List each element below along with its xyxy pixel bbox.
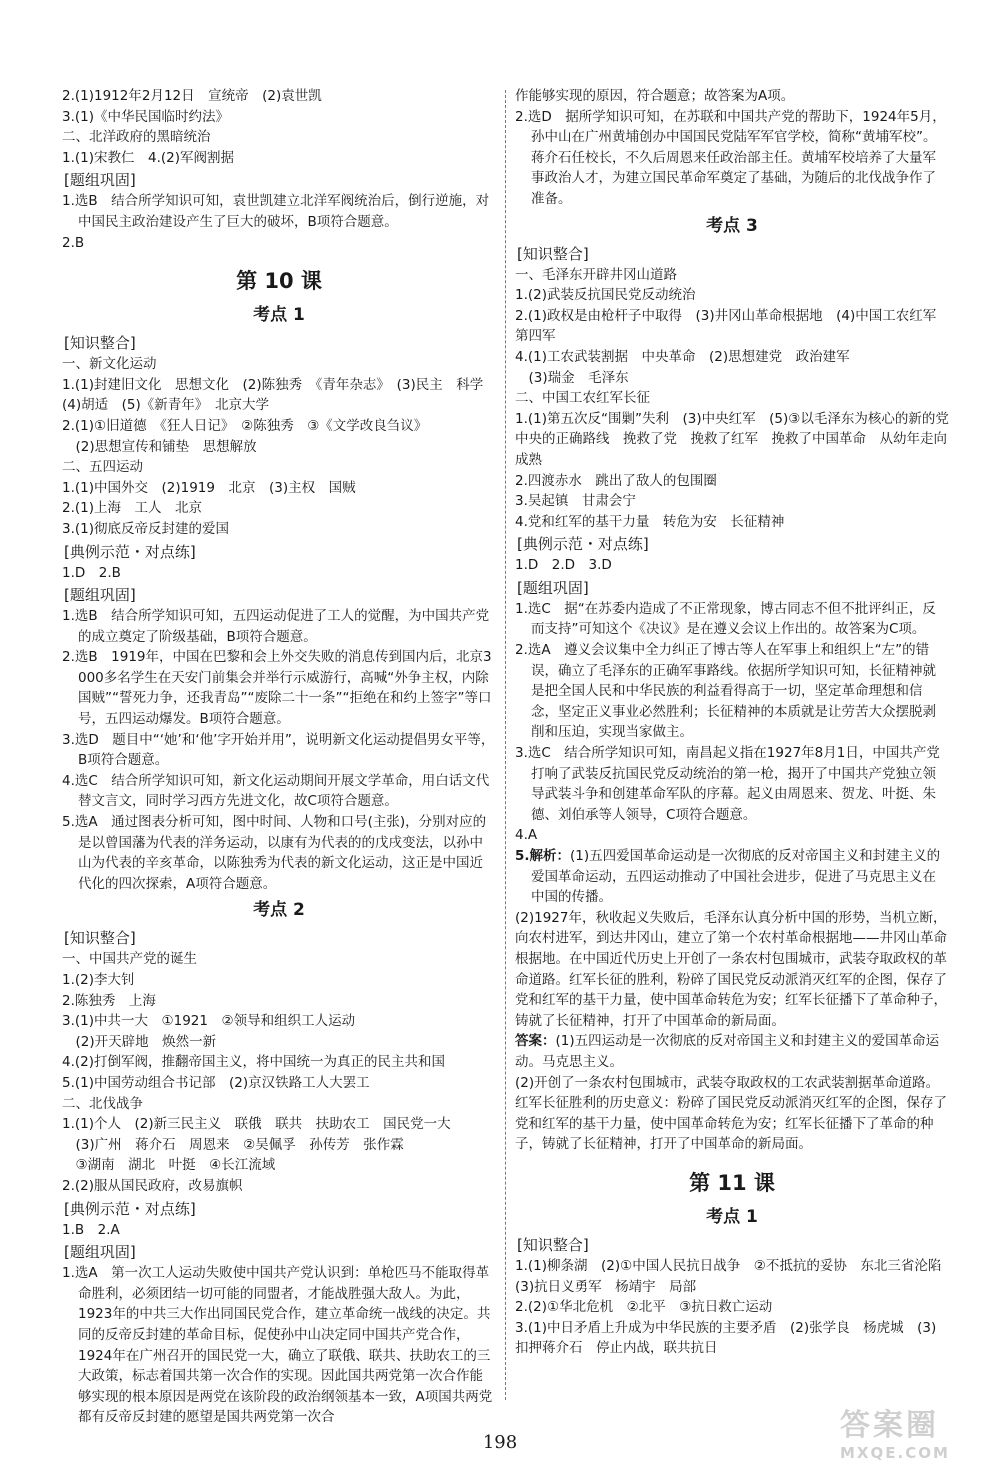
- answer-line: 2.(1)1912年2月12日 宣统帝 (2)袁世凯: [62, 88, 322, 104]
- knowledge-line: (2)思想宣传和铺垫 思想解放: [62, 438, 257, 455]
- lesson-title: 第 10 课: [236, 269, 322, 294]
- knowledge-list: [515, 1256, 955, 1359]
- knowledge-line: 2.(1)上海 工人 北京: [62, 500, 203, 517]
- knowledge-line: 1.(1)第五次反“围剿”失利 (3)中央红军 (5)③以毛泽东为核心的新的党中央的正确路线 挽救了党 挽救了红军 挽救了中国革命 从幼年走向成熟: [515, 410, 949, 468]
- knowledge-line: 2.(1)政权是由枪杆子中取得 (3)井冈山革命根据地 (4)中国工农红军第四军: [515, 307, 937, 345]
- knowledge-line: 4.党和红军的基干力量 转危为安 长征精神: [515, 513, 785, 530]
- knowledge-list: [515, 265, 949, 533]
- section-header: [ 典例示范・对点练 ]: [62, 542, 198, 562]
- answer-text: (1)五四运动是一次彻底的反对帝国主义和封建主义的爱国革命运动。马克思主义。: [515, 1033, 940, 1070]
- question-answer: 5.选A 通过图表分析可知，图中时间、人物和口号(主张)，分别对应的是以曾国藩为代表的洋务运动，以康有为代表的的戊戌变法，以孙中山为代表的辛亥革命，以陈独秀为代表的新文化运动，这正是中国近代化的四次探索，A项符合题意。: [62, 814, 487, 892]
- knowledge-line: 二、北伐战争: [62, 1095, 143, 1112]
- answer-line: 1.B 2.A: [62, 1221, 120, 1238]
- knowledge-line: ③湖南 湖北 叶挺 ④长江流域: [62, 1157, 276, 1174]
- answer-paragraph: [515, 1031, 949, 1072]
- knowledge-line: 2.(2)服从国民政府，改易旗帜: [62, 1177, 243, 1194]
- kaodian-title: 考点 1: [706, 1206, 758, 1227]
- knowledge-line: 2.四渡赤水 跳出了敌人的包围圈: [515, 472, 717, 489]
- knowledge-line: 2.(1)①旧道德 《狂人日记》 ②陈独秀 ③《文学改良刍议》: [62, 417, 428, 434]
- section-header: [ 知识整合 ]: [515, 1235, 591, 1255]
- knowledge-line: (2)开天辟地 焕然一新: [62, 1033, 217, 1050]
- question-answer: 1.选A 第一次工人运动失败使中国共产党认识到：单枪匹马不能取得革命胜利，必须团结一切可能的同盟者，才能战胜强大敌人。为此，1923年的中共三大作出同国民党合作，建立革命统一战线的决定。共同的反帝反封建的革命目标，促使孙中山决定同中国共产党合作，1924年在广州召开的国民党一大，确立了联俄、联共、扶助农工的三大政策，标志着国共第一次合作的实现。因此国共两党第一次合作能够实现的根本原因是两党在该阶段的政治纲领基本一致，A项国共两党都有反帝反封建的愿望是国共两党第一次合: [62, 1265, 493, 1426]
- knowledge-line: 1.(1)柳条湖 (2)①中国人民抗日战争 ②不抵抗的妥协 东北三省沦陷 (3)抗日义勇军 杨靖宇 局部: [515, 1257, 955, 1295]
- kaodian-title: 考点 1: [253, 305, 305, 326]
- knowledge-line: (3)瑞金 毛泽东: [515, 369, 629, 386]
- page-number: 198: [482, 1432, 518, 1453]
- knowledge-line: 1.(2)李大钊: [62, 972, 135, 988]
- answer-line: 二、北洋政府的黑暗统治: [62, 129, 211, 146]
- question-answer: 3.选D 题目中“‘她’和‘他’字开始并用”，说明新文化运动提倡男女平等，B项符合题意。: [62, 731, 495, 769]
- section-header: [ 知识整合 ]: [62, 928, 138, 948]
- analysis-paragraph-2: (2)1927年，秋收起义失败后，毛泽东认真分析中国的形势，当机立断，向农村进军，到达井冈山，建立了第一个农村革命根据地——井冈山革命根据地。在中国近代历史上开创了一条农村包围城市，武装夺取政权的革命道路。红军长征的胜利，粉碎了国民党反动派消灭红军的企图，保存了党和红军的基干力量，使中国革命转危为安；红军长征播下了革命种子，铸就了长征精神，打开了中国革命的新局面。: [515, 909, 947, 1029]
- question-answer: 2.选A 遵义会议集中全力纠正了博古等人在军事上和组织上“左”的错误，确立了毛泽东的正确军事路线。依据所学知识可知，长征精神就是把全国人民和中华民族的利益看得高于一切，坚定革命理想和信念，坚定正义事业必然胜利；长征精神的本质就是让劳苦大众摆脱剥削和压迫，实现当家做主。: [515, 642, 936, 741]
- question-answer: 2.选D 据所学知识可知，在苏联和中国共产党的帮助下，1924年5月，孙中山在广州黄埔创办中国国民党陆军军官学校，简称“黄埔军校”。蒋介石任校长，不久后周恩来任政治部主任。黄埔军校培养了大量军事政治人才，为建立国民革命军奠定了基础，为随后的北伐战争作了准备。: [515, 108, 946, 207]
- lesson-title: 第 11 课: [689, 1170, 775, 1195]
- knowledge-line: 2.陈独秀 上海: [62, 992, 156, 1009]
- example-answers: [62, 1220, 496, 1241]
- question-answer: 1.选B 结合所学知识可知，袁世凯建立北洋军阀统治后，倒行逆施，对中国民主政治建设产生了巨大的破坏，B项符合题意。: [62, 193, 490, 230]
- knowledge-line: 3.(1)中共一大 ①1921 ②领导和组织工人运动: [62, 1013, 356, 1030]
- knowledge-line: 3.(1)彻底反帝反封建的爱国: [62, 520, 230, 537]
- knowledge-line: 1.(1)个人 (2)新三民主义 联俄 联共 扶助农工 国民党一大: [62, 1116, 451, 1133]
- knowledge-line: 一、中国共产党的诞生: [62, 951, 197, 968]
- left-top-answers: [62, 86, 496, 168]
- knowledge-list: [62, 949, 496, 1196]
- knowledge-line: 1.(1)中国外交 (2)1919 北京 (3)主权 国贼: [62, 479, 356, 496]
- example-answers: [62, 563, 496, 584]
- question-group: [62, 191, 496, 253]
- question-answer: 作能够实现的原因，符合题意；故答案为A项。: [515, 88, 795, 104]
- example-answers: [515, 555, 949, 576]
- answer-line: 1.D 2.B: [62, 564, 121, 581]
- question-group: [515, 599, 949, 846]
- knowledge-line: (3)广州 蒋介石 周恩来 ②吴佩孚 孙传芳 张作霖: [62, 1136, 404, 1153]
- right-column: [515, 86, 955, 1359]
- section-header: [ 知识整合 ]: [515, 244, 591, 264]
- kaodian-title: 考点 3: [706, 215, 758, 236]
- section-header: [ 典例示范・对点练 ]: [62, 1199, 198, 1219]
- section-header: [ 典例示范・对点练 ]: [515, 534, 651, 554]
- knowledge-line: 3.(1)中日矛盾上升成为中华民族的主要矛盾 (2)张学良 杨虎城 (3)扣押蒋介石 停止内战，联共抗日: [515, 1319, 937, 1357]
- question-answer: 1.选B 结合所学知识可知，五四运动促进了工人的觉醒，为中国共产党的成立奠定了阶级基础，B项符合题意。: [62, 608, 490, 645]
- knowledge-line: 二、中国工农红军长征: [515, 390, 650, 407]
- question-answer: 1.选C 据“在苏委内造成了不正常现象，博古同志不但不批评纠正，反而支持”可知这个《决议》是在遵义会议上作出的。故答案为C项。: [515, 600, 936, 638]
- section-header: [ 题组巩固 ]: [62, 585, 138, 605]
- question-answer: 3.选C 结合所学知识可知，南昌起义指在1927年8月1日，中国共产党打响了武装反抗国民党反动统治的第一枪，揭开了中国共产党独立领导武装斗争和创建革命军队的序幕。起义由周恩来、贺龙、叶挺、朱德、刘伯承等人领导，C项符合题意。: [515, 745, 940, 823]
- analysis-label: 5.解析：: [515, 848, 571, 864]
- section-header: [ 题组巩固 ]: [62, 1242, 138, 1262]
- knowledge-line: 一、毛泽东开辟井冈山道路: [515, 266, 677, 283]
- answer-paragraph-2: (2)开创了一条农村包围城市，武装夺取政权的工农武装割据革命道路。红军长征胜利的历史意义：粉碎了国民党反动派消灭红军的企图，保存了党和红军的基干力量，使中国革命转危为安；红军长征播下了革命的种子，铸就了长征精神，打开了中国革命的新局面。: [515, 1074, 947, 1153]
- section-header: [ 题组巩固 ]: [62, 170, 138, 190]
- knowledge-line: 1.(1)封建旧文化 思想文化 (2)陈独秀 《青年杂志》 (3)民主 科学 (4)胡适 (5)《新青年》 北京大学: [62, 376, 497, 414]
- knowledge-line: 一、新文化运动: [62, 356, 157, 373]
- question-answer: 2.选B 1919年，中国在巴黎和会上外交失败的消息传到国内后，北京3 000多名学生在天安门前集会并举行示威游行，高喊“外争主权，内除国贼”“誓死力争，还我青岛”“废除二十一条”“拒绝在和约上签字”等口号，五四运动爆发。B项符合题意。: [62, 649, 492, 728]
- question-answer: 4.选C 结合所学知识可知，新文化运动期间开展文学革命，用白话文代替文言文，同时学习西方先进文化，故C项符合题意。: [62, 772, 490, 810]
- knowledge-line: 2.(2)①华北危机 ②北平 ③抗日救亡运动: [515, 1299, 773, 1316]
- knowledge-line: 5.(1)中国劳动组合书记部 (2)京汉铁路工人大罢工: [62, 1074, 370, 1091]
- question-group: [62, 606, 496, 894]
- knowledge-line: 1.(2)武装反抗国民党反动统治: [515, 287, 696, 304]
- knowledge-line: 4.(1)工农武装割据 中央革命 (2)思想建党 政治建军: [515, 348, 850, 365]
- watermark-url: MXQE.COM: [840, 1444, 950, 1462]
- knowledge-list: [62, 354, 496, 539]
- analysis-paragraph: [515, 846, 949, 908]
- kaodian-title: 考点 2: [253, 900, 305, 921]
- left-column: [62, 86, 496, 1428]
- right-top-answers: [515, 86, 949, 210]
- section-header: [ 题组巩固 ]: [515, 578, 591, 598]
- answer-label: 答案：: [515, 1033, 556, 1050]
- question-answer: 4.A: [515, 827, 538, 844]
- answer-line: 1.(1)宋教仁 4.(2)军阀割据: [62, 149, 235, 166]
- knowledge-line: 3.吴起镇 甘肃会宁: [515, 493, 636, 510]
- knowledge-line: 二、五四运动: [62, 459, 143, 476]
- watermark-logo: [840, 1409, 990, 1471]
- question-group: [62, 1263, 496, 1428]
- section-header: [ 知识整合 ]: [62, 333, 138, 353]
- answer-line: 3.(1)《中华民国临时约法》: [62, 108, 230, 125]
- answer-line: 1.D 2.D 3.D: [515, 557, 612, 574]
- watermark-text: 答案圈: [840, 1408, 939, 1443]
- column-divider: [505, 90, 506, 1400]
- analysis-text: (1)五四爱国革命运动是一次彻底的反对帝国主义和封建主义的爱国革命运动，五四运动推动了中国社会进步，促进了马克思主义在中国的传播。: [531, 848, 941, 906]
- knowledge-line: 4.(2)打倒军阀，推翻帝国主义，将中国统一为真正的民主共和国: [62, 1054, 446, 1071]
- question-answer: 2.B: [62, 234, 85, 251]
